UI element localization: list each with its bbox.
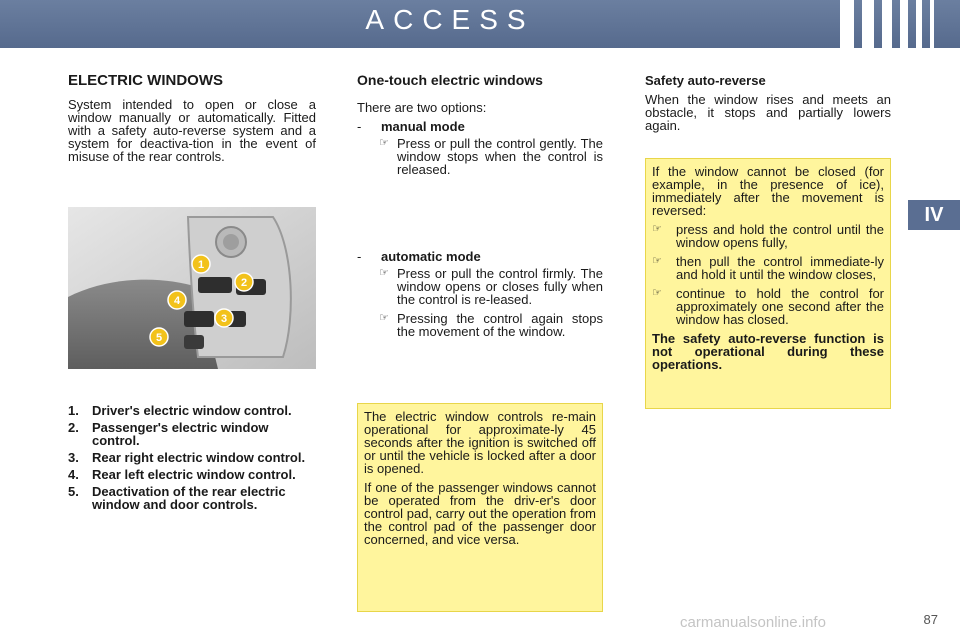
- header-title: ACCESS: [365, 4, 535, 35]
- warning-step-text: continue to hold the control for approximately one second after the window has closed.: [676, 286, 884, 327]
- door-control-panel-photo: [68, 207, 316, 369]
- figure-legend: [68, 404, 318, 515]
- dash-marker: -: [357, 119, 362, 134]
- one-touch-title: One-touch electric windows: [357, 72, 543, 88]
- callout-2-label: 2: [240, 277, 248, 289]
- safety-auto-reverse-section: [645, 74, 891, 138]
- callout-4: [168, 291, 186, 309]
- manual-step: [379, 137, 603, 176]
- callout-5-label: 5: [155, 332, 163, 344]
- automatic-mode-label: automatic mode: [381, 249, 481, 264]
- pointing-hand-icon: ☞: [379, 312, 389, 324]
- legend-text: Rear left electric window control.: [92, 467, 296, 482]
- section-title: ELECTRIC WINDOWS: [68, 72, 223, 89]
- one-touch-intro: There are two options:: [357, 100, 487, 115]
- warning-emphasis: The safety auto-reverse function is not operational during these operations.: [652, 331, 884, 372]
- callout-1: [192, 255, 210, 273]
- manual-mode-label: manual mode: [381, 119, 465, 134]
- automatic-step: [379, 267, 603, 306]
- legend-number: 1.: [68, 403, 79, 418]
- automatic-step-text: Press or pull the control firmly. The window opens or closes fully when the control is re-leased.: [397, 266, 603, 307]
- callout-1-label: 1: [197, 259, 205, 271]
- header-stripe: [930, 0, 934, 48]
- legend-item: [68, 451, 318, 464]
- one-touch-section: [357, 74, 603, 182]
- legend-item: [68, 485, 318, 511]
- legend-text: Passenger's electric window control.: [92, 420, 269, 448]
- watermark: carmanualsonline.info: [680, 614, 826, 631]
- manual-mode-heading: [357, 120, 603, 133]
- note-paragraph: If one of the passenger windows cannot be operated from the driv-er's door control pad, carry out the operation from the control pad of the passenger door concerned, and vice versa.: [364, 480, 596, 547]
- callout-2: [235, 273, 253, 291]
- warning-step: [652, 287, 884, 326]
- safety-text: When the window rises and meets an obstacle, it stops and partially lowers again.: [645, 92, 891, 133]
- legend-number: 5.: [68, 484, 79, 499]
- warning-step-text: press and hold the control until the window opens fully,: [676, 222, 884, 250]
- safety-title: Safety auto-reverse: [645, 73, 766, 88]
- legend-text: Driver's electric window control.: [92, 403, 292, 418]
- automatic-mode-heading: [357, 250, 603, 263]
- dash-marker: -: [357, 249, 362, 264]
- warning-step: [652, 223, 884, 249]
- legend-item: [68, 404, 318, 417]
- legend-text: Deactivation of the rear electric window and door controls.: [92, 484, 286, 512]
- page-header: [0, 0, 960, 48]
- automatic-mode-section: [357, 250, 603, 344]
- page-number: 87: [923, 612, 938, 627]
- warning-intro: If the window cannot be closed (for example, in the presence of ice), immediately after the movement is reversed:: [652, 164, 884, 218]
- warning-step-text: then pull the control immediate-ly and hold it until the window closes,: [676, 254, 884, 282]
- pointing-hand-icon: ☞: [379, 137, 389, 149]
- callout-4-label: 4: [173, 295, 181, 307]
- header-stripe: [840, 0, 854, 48]
- callout-3-label: 3: [220, 313, 228, 325]
- manual-step-text: Press or pull the control gently. The window stops when the control is released.: [397, 136, 603, 177]
- warning-step: [652, 255, 884, 281]
- electric-windows-section: [68, 74, 316, 169]
- header-stripe: [882, 0, 892, 48]
- header-stripe: [900, 0, 908, 48]
- callout-3: [215, 309, 233, 327]
- info-note-box: [357, 403, 603, 612]
- section-intro: System intended to open or close a window manually or automatically. Fitted with a safety auto-reverse system and a system for deactiva-tion in the event of misuse of the rear controls.: [68, 97, 316, 164]
- pointing-hand-icon: ☞: [652, 287, 662, 299]
- callout-5: [150, 328, 168, 346]
- automatic-step-text: Pressing the control again stops the movement of the window.: [397, 311, 603, 339]
- legend-item: [68, 421, 318, 447]
- header-stripe: [916, 0, 922, 48]
- header-stripe: [862, 0, 874, 48]
- legend-text: Rear right electric window control.: [92, 450, 306, 465]
- pointing-hand-icon: ☞: [379, 267, 389, 279]
- legend-item: [68, 468, 318, 481]
- automatic-step: [379, 312, 603, 338]
- note-paragraph: The electric window controls re-main operational for approximate-ly 45 seconds after the ignition is switched off or until the vehicle is locked after a door is opened.: [364, 409, 596, 476]
- legend-number: 3.: [68, 450, 79, 465]
- legend-number: 4.: [68, 467, 79, 482]
- header-stripes: [830, 0, 960, 48]
- pointing-hand-icon: ☞: [652, 255, 662, 267]
- legend-number: 2.: [68, 420, 79, 435]
- warning-note-box: [645, 158, 891, 409]
- chapter-tab[interactable]: IV: [908, 200, 960, 230]
- pointing-hand-icon: ☞: [652, 223, 662, 235]
